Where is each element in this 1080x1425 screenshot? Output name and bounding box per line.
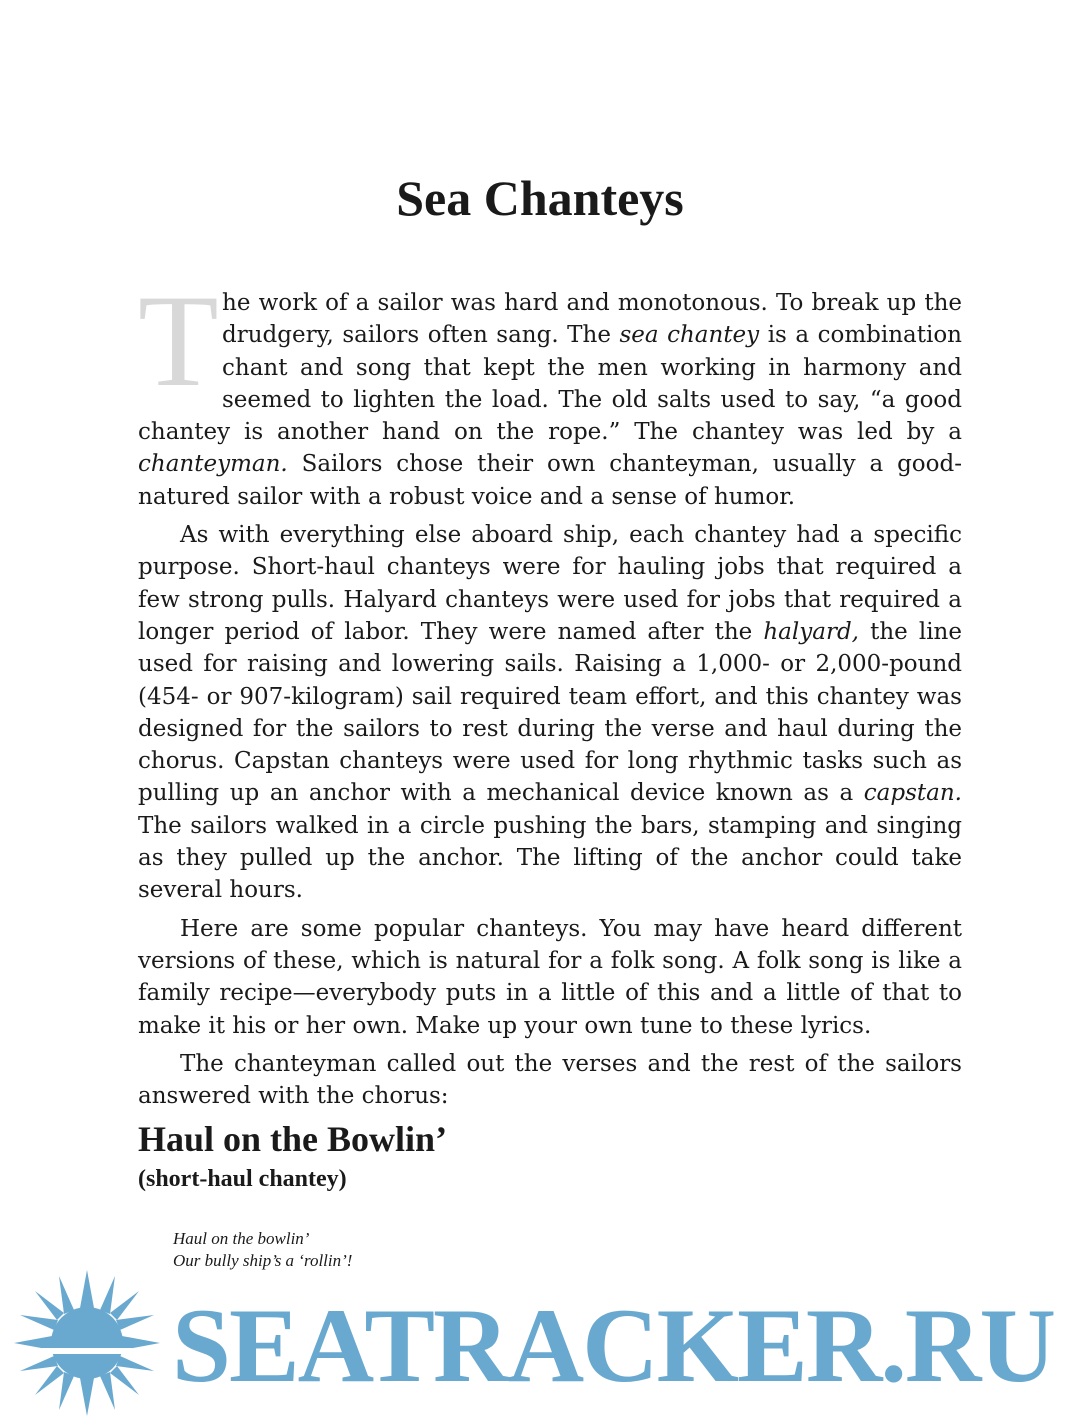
article-body [138, 267, 962, 1118]
verse-line: Haul on the bowlin’ [173, 1229, 310, 1248]
popular-chanteys-paragraph: Here are some popular chanteys. You may have heard different versions of these, which is natural for a folk song. A folk song is like a family recipe—everybody puts in a little of this and a little of that to make it his or her own. Make up your own tune to these lyrics. [138, 915, 962, 1039]
term-halyard: halyard, [763, 618, 859, 645]
song-subtitle: (short-haul chantey) [138, 1166, 347, 1192]
purpose-paragraph: As with everything else aboard ship, each chantey had a specific purpose. Short-haul chanteys were for hauling jobs that required a few strong pulls. Halyard chanteys were used for jobs that required a longer period of labor. They were named after the halyard, the line used for raising and lowering sails. Raising a 1,000- or 2,000-pound (454- or 907-kilogram) sail required team effort, and this chantey was designed for the sailors to rest during the verse and haul during the chorus. Capstan chanteys were used for long rhythmic tasks such as pulling up an anchor with a mechanical device known as a capstan. The sailors walked in a circle pushing the bars, stamping and singing as they pulled up the anchor. The lifting of the anchor could take several hours. [138, 522, 962, 904]
chorus-paragraph: The chanteyman called out the verses and the rest of the sailors answered with the chorus: [138, 1050, 962, 1110]
term-capstan: capstan. [863, 780, 962, 807]
song-title: Haul on the Bowlin’ [138, 1119, 448, 1159]
sun-icon [12, 1268, 162, 1418]
term-sea-chantey: sea chantey [619, 322, 760, 349]
term-chanteyman: chanteyman. [138, 451, 288, 478]
intro-paragraph: The work of a sailor was hard and monotonous. To break up the drudgery, sailors often sang. The sea chantey is a combination chant and song that kept the men working in harmony and seemed to lighten the load. The old salts used to say, “a good chantey is another hand on the rope.” The chantey was led by a chanteyman. Sailors chose their own chanteyman, usually a good-natured sailor with a robust voice and a sense of humor. [138, 267, 962, 510]
watermark-text: SEATRACKER.RU [172, 1287, 1054, 1404]
drop-cap: T [138, 267, 219, 414]
song-verse [173, 1228, 352, 1272]
verse-line: Our bully ship’s a ‘rollin’! [173, 1251, 353, 1270]
page-title: Sea Chanteys [396, 170, 684, 226]
